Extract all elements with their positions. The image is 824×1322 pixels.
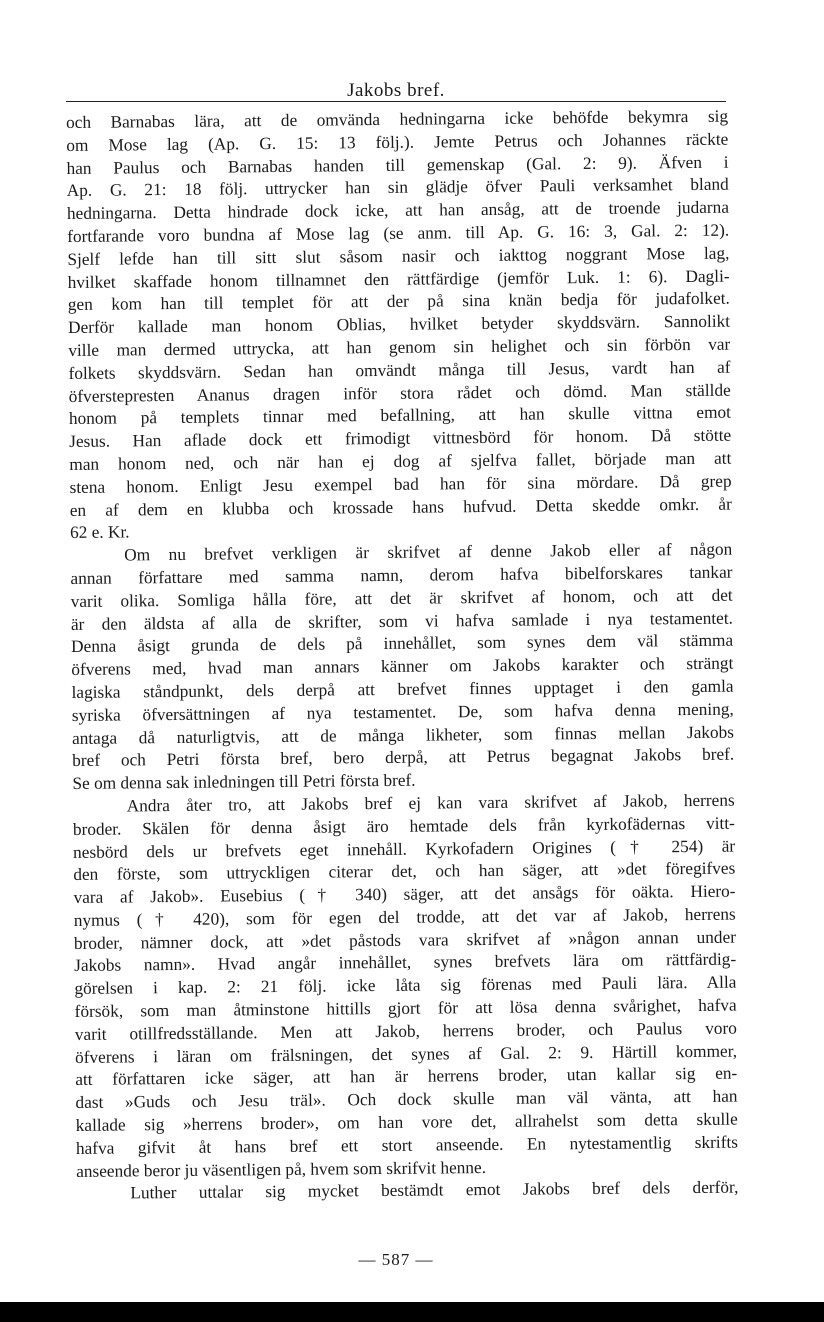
scan-edge-band (0, 1302, 824, 1322)
text-line: ville man dermed uttrycka, att han genom sin helighet och sin förbön var (68, 334, 731, 360)
text-line: försök, som man åtminstone hittills gjort för att lösa denna svårighet, hafva (74, 995, 737, 1022)
running-title: Jakobs bref. (347, 80, 445, 101)
text-line: Luther uttalar sig mycket bestämdt emot Jakobs bref dels derför, (130, 1178, 739, 1203)
page-number: — 587 — (358, 1250, 434, 1269)
text-line: varit otillfredsställande. Men att Jakob, herrens broder, och Paulus voro (74, 1018, 737, 1044)
text-line: Denna åsigt grunda de dels på innehållet, som synes dem väl stämma (71, 630, 734, 657)
text-line: stena honom. Enligt Jesu exempel bad han för sina mördare. Då grep (69, 471, 732, 497)
body-text (66, 106, 738, 1207)
text-line: honom på templets tinnar med befallning, att han skulle vittna emot (68, 402, 732, 429)
text-line: lagiska ståndpunkt, dels derpå att brefvet finnes upptaget i den gamla (71, 676, 734, 702)
text-line: Jesus. Han aflade dock ett frimodigt vittnesbörd för honom. Då stötte (69, 425, 732, 452)
text-line: varit olika. Somliga hålla före, att det är skrifvet af honom, och att det (70, 585, 733, 611)
text-line: gen kom han till templet för att der på sina knän bedja för judafolket. (67, 289, 730, 315)
text-line: fortfarande voro bundna af Mose lag (se anm. till Ap. G. 16: 3, Gal. 2: 12). (67, 220, 730, 246)
text-line: och Barnabas lära, att de omvända hedningarna icke behöfde bekymra sig (66, 106, 729, 132)
text-line: vara af Jakob». Eusebius († 340) säger, att det ansågs för oäkta. Hiero- (73, 881, 736, 908)
text-line: görelsen i kap. 2: 21 följ. icke låta sig förenas med Pauli lära. Alla (74, 972, 737, 999)
header-rule (66, 101, 726, 102)
text-line: antaga då naturligtvis, att de många likheter, som finnas mellan Jakobs (71, 722, 735, 748)
text-line: kallade sig »herrens broder», om han vore det, allrahelst som detta skulle (75, 1109, 738, 1136)
text-line: hvilket skaffade honom tillnamnet den rättfärdige (jemför Luk. 1: 6). Dagli- (67, 266, 730, 292)
text-line: är den äldsta af alla de skrifter, som vi hafva samlade i nya testamentet. (70, 608, 733, 634)
text-line: folkets skyddsvärn. Sedan han omvändt många till Jesus, vardt han af (68, 357, 731, 383)
text-line: öfverstepresten Ananus dragen inför stora rådet och dömd. Man ställde (68, 380, 731, 406)
text-line: att författaren icke säger, att han är herrens broder, utan kallar sig en- (75, 1064, 738, 1090)
text-line: om Mose lag (Ap. G. 15: 13 följ.). Jemte Petrus och Johannes räckte (66, 129, 729, 155)
text-line: Jakobs namn». Hvad angår innehållet, synes brefvets lära om rättfärdig- (74, 950, 737, 976)
text-line: nymus († 420), som för egen del trodde, att det var af Jakob, herrens (73, 904, 736, 930)
text-line: han Paulus och Barnabas handen till gemenskap (Gal. 2: 9). Äfven i (66, 152, 729, 178)
text-line: bref och Petri första bref, bero derpå, att Petrus begagnat Jakobs bref. (72, 744, 735, 771)
text-line: dast »Guds och Jesu träl». Och dock skulle man väl vänta, att han (75, 1086, 738, 1113)
text-line: Om nu brefvet verkligen är skrifvet af denne Jakob eller af någon (124, 539, 733, 565)
text-line: man honom ned, och när han ej dog af sjelfva fallet, började man att (69, 448, 732, 474)
text-line: annan författare med samma namn, derom hafva bibelforskares tankar (70, 562, 733, 588)
text-line: 62 e. Kr. (69, 522, 130, 543)
text-line: hafva gifvit åt hans bref ett stort anseende. En nytestamentlig skrifts (75, 1132, 739, 1158)
text-line: broder, nämner dock, att »det påstods vara skrifvet af »någon annan under (73, 927, 737, 953)
text-line: öfverens i läran om frälsningen, det synes af Gal. 2: 9. Härtill kommer, (74, 1041, 738, 1067)
text-line: syriska öfversättningen af nya testamentet. De, som hafva denna mening, (71, 699, 734, 725)
text-line: Ap. G. 21: 18 följ. uttrycker han sin glädje öfver Pauli verksamhet bland (66, 175, 729, 201)
text-line: öfverens med, hvad man annars känner om Jakobs karakter och strängt (71, 653, 734, 680)
text-line: en af dem en klubba och krossade hans hufvud. Detta skedde omkr. år (69, 494, 732, 520)
text-line: Sjelf lefde han till sitt slut såsom nasir och iakttog noggrant Mose lag, (67, 243, 730, 269)
text-line: den förste, som uttryckligen citerar det, och han säger, att »det föregifves (73, 858, 736, 885)
text-line: nesbörd dels ur brefvets eget innehåll. Kyrkofadern Origines († 254) är (73, 836, 736, 862)
text-line: Derför kallade man honom Oblias, hvilket betyder skyddsvärn. Sannolikt (67, 311, 731, 338)
text-line: anseende beror ju väsentligen på, hvem som skrifvit henne. (76, 1157, 487, 1181)
text-line: Se om denna sak inledningen till Petri första bref. (72, 770, 416, 794)
text-line: broder. Skälen för denna åsigt äro hemtade dels från kyrkofädernas vitt- (72, 813, 735, 839)
text-line: Andra åter tro, att Jakobs bref ej kan vara skrifvet af Jakob, herrens (126, 790, 735, 816)
text-line: hedningarna. Detta hindrade dock icke, att han ansåg, att de troende judarna (66, 197, 730, 224)
